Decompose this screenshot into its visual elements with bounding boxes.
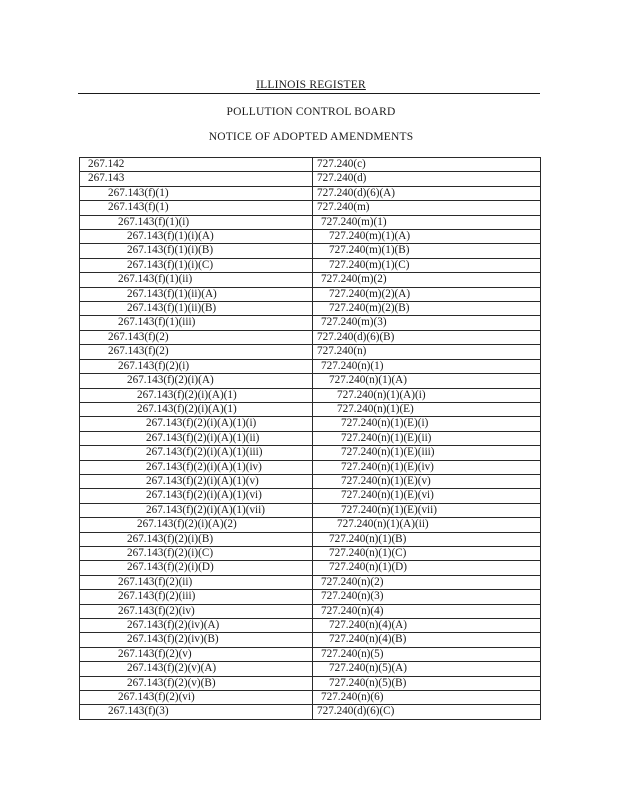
- table-row: [80, 474, 541, 488]
- table-row: [80, 258, 541, 272]
- usepa-section-cell: 727.240(n)(4)(A): [313, 619, 541, 633]
- table-row: [80, 503, 541, 517]
- table-row: [80, 374, 541, 388]
- pcb-section-cell: 267.143(f)(2)(iv): [80, 604, 313, 618]
- pcb-section-cell: 267.143(f)(1): [80, 186, 313, 200]
- usepa-section-cell: 727.240(n)(5)(A): [313, 662, 541, 676]
- pcb-section-cell: 267.143(f)(2)(i)(A)(1)(iv): [80, 460, 313, 474]
- table-row: [80, 201, 541, 215]
- pcb-section-cell: 267.143(f)(2)(i)(A)(2): [80, 518, 313, 532]
- pcb-section-cell: 267.143(f)(1)(ii)(A): [80, 287, 313, 301]
- pcb-section-cell: 267.143(f)(2)(iv)(A): [80, 619, 313, 633]
- usepa-section-cell: 727.240(n)(1): [313, 359, 541, 373]
- pcb-section-cell: 267.143(f)(2)(i): [80, 359, 313, 373]
- usepa-section-cell: 727.240(n): [313, 345, 541, 359]
- usepa-section-cell: 727.240(n)(1)(A)(ii): [313, 518, 541, 532]
- pcb-section-cell: 267.143(f)(2)(i)(A)(1): [80, 402, 313, 416]
- table-row: [80, 316, 541, 330]
- pcb-section-cell: 267.143(f)(2)(i)(A)(1)(vi): [80, 489, 313, 503]
- usepa-section-cell: 727.240(d): [313, 172, 541, 186]
- pcb-section-cell: 267.143(f)(2)(i)(A)(1)(v): [80, 474, 313, 488]
- usepa-section-cell: 727.240(n)(1)(A)(i): [313, 388, 541, 402]
- pcb-section-cell: 267.143(f)(2)(i)(A)(1)(ii): [80, 431, 313, 445]
- usepa-section-cell: 727.240(m)(1)(B): [313, 244, 541, 258]
- pcb-section-cell: 267.143(f)(1)(ii)(B): [80, 302, 313, 316]
- usepa-section-cell: 727.240(d)(6)(A): [313, 186, 541, 200]
- board-title: POLLUTION CONTROL BOARD: [226, 106, 396, 118]
- table-row: [80, 662, 541, 676]
- usepa-section-cell: 727.240(n)(4)(B): [313, 633, 541, 647]
- table-row: [80, 705, 541, 719]
- pcb-section-cell: 267.142: [80, 158, 313, 172]
- usepa-section-cell: 727.240(n)(4): [313, 604, 541, 618]
- usepa-section-cell: 727.240(m)(2)(A): [313, 287, 541, 301]
- table-row: [80, 402, 541, 416]
- table-row: [80, 561, 541, 575]
- usepa-section-cell: 727.240(n)(3): [313, 590, 541, 604]
- usepa-section-cell: 727.240(n)(2): [313, 575, 541, 589]
- table-row: [80, 518, 541, 532]
- cross-reference-table-body: [80, 158, 541, 720]
- pcb-section-cell: 267.143(f)(2)(i)(A)(1)(vii): [80, 503, 313, 517]
- usepa-section-cell: 727.240(c): [313, 158, 541, 172]
- pcb-section-cell: 267.143(f)(2)(i)(A): [80, 374, 313, 388]
- pcb-section-cell: 267.143(f)(1)(i)(A): [80, 230, 313, 244]
- table-row: [80, 172, 541, 186]
- usepa-section-cell: 727.240(n)(1)(E)(iv): [313, 460, 541, 474]
- table-row: [80, 359, 541, 373]
- pcb-section-cell: 267.143(f)(2): [80, 345, 313, 359]
- table-row: [80, 186, 541, 200]
- pcb-section-cell: 267.143(f)(2)(ii): [80, 575, 313, 589]
- table-row: [80, 388, 541, 402]
- pcb-section-cell: 267.143(f)(2)(i)(A)(1): [80, 388, 313, 402]
- pcb-section-cell: 267.143(f)(2)(i)(A)(1)(iii): [80, 446, 313, 460]
- cross-reference-table: [79, 157, 541, 720]
- table-row: [80, 590, 541, 604]
- pcb-section-cell: 267.143(f)(2)(v)(B): [80, 676, 313, 690]
- pcb-section-cell: 267.143(f)(3): [80, 705, 313, 719]
- table-row: [80, 647, 541, 661]
- usepa-section-cell: 727.240(m)(2): [313, 273, 541, 287]
- table-row: [80, 489, 541, 503]
- pcb-section-cell: 267.143(f)(1)(i): [80, 215, 313, 229]
- pcb-section-cell: 267.143(f)(2): [80, 330, 313, 344]
- table-row: [80, 417, 541, 431]
- usepa-section-cell: 727.240(n)(1)(E)(i): [313, 417, 541, 431]
- usepa-section-cell: 727.240(n)(1)(E)(iii): [313, 446, 541, 460]
- table-row: [80, 431, 541, 445]
- pcb-section-cell: 267.143(f)(2)(iv)(B): [80, 633, 313, 647]
- table-row: [80, 287, 541, 301]
- table-row: [80, 345, 541, 359]
- table-row: [80, 330, 541, 344]
- usepa-section-cell: 727.240(n)(5)(B): [313, 676, 541, 690]
- pcb-section-cell: 267.143(f)(1)(i)(B): [80, 244, 313, 258]
- table-row: [80, 446, 541, 460]
- table-row: [80, 244, 541, 258]
- usepa-section-cell: 727.240(n)(1)(E): [313, 402, 541, 416]
- usepa-section-cell: 727.240(n)(1)(C): [313, 546, 541, 560]
- table-row: [80, 230, 541, 244]
- usepa-section-cell: 727.240(d)(6)(B): [313, 330, 541, 344]
- register-title: ILLINOIS REGISTER: [256, 79, 366, 91]
- usepa-section-cell: 727.240(m)(1): [313, 215, 541, 229]
- table-row: [80, 633, 541, 647]
- pcb-section-cell: 267.143(f)(1)(ii): [80, 273, 313, 287]
- usepa-section-cell: 727.240(n)(1)(E)(vi): [313, 489, 541, 503]
- table-row: [80, 546, 541, 560]
- usepa-section-cell: 727.240(m): [313, 201, 541, 215]
- pcb-section-cell: 267.143(f)(2)(i)(A)(1)(i): [80, 417, 313, 431]
- usepa-section-cell: 727.240(n)(1)(A): [313, 374, 541, 388]
- usepa-section-cell: 727.240(n)(1)(D): [313, 561, 541, 575]
- usepa-section-cell: 727.240(n)(6): [313, 691, 541, 705]
- usepa-section-cell: 727.240(n)(1)(E)(ii): [313, 431, 541, 445]
- table-row: [80, 273, 541, 287]
- table-row: [80, 158, 541, 172]
- usepa-section-cell: 727.240(n)(1)(E)(v): [313, 474, 541, 488]
- pcb-section-cell: 267.143(f)(2)(v): [80, 647, 313, 661]
- usepa-section-cell: 727.240(m)(3): [313, 316, 541, 330]
- usepa-section-cell: 727.240(m)(2)(B): [313, 302, 541, 316]
- table-row: [80, 460, 541, 474]
- pcb-section-cell: 267.143(f)(2)(i)(B): [80, 532, 313, 546]
- pcb-section-cell: 267.143(f)(2)(i)(D): [80, 561, 313, 575]
- usepa-section-cell: 727.240(m)(1)(C): [313, 258, 541, 272]
- pcb-section-cell: 267.143(f)(2)(iii): [80, 590, 313, 604]
- pcb-section-cell: 267.143: [80, 172, 313, 186]
- table-row: [80, 691, 541, 705]
- table-row: [80, 604, 541, 618]
- pcb-section-cell: 267.143(f)(1)(iii): [80, 316, 313, 330]
- table-row: [80, 575, 541, 589]
- table-row: [80, 532, 541, 546]
- pcb-section-cell: 267.143(f)(1)(i)(C): [80, 258, 313, 272]
- notice-title: NOTICE OF ADOPTED AMENDMENTS: [208, 131, 414, 143]
- usepa-section-cell: 727.240(n)(5): [313, 647, 541, 661]
- usepa-section-cell: 727.240(n)(1)(B): [313, 532, 541, 546]
- table-row: [80, 215, 541, 229]
- table-row: [80, 619, 541, 633]
- usepa-section-cell: 727.240(n)(1)(E)(vii): [313, 503, 541, 517]
- usepa-section-cell: 727.240(m)(1)(A): [313, 230, 541, 244]
- table-row: [80, 302, 541, 316]
- pcb-section-cell: 267.143(f)(2)(v)(A): [80, 662, 313, 676]
- header-rule: [78, 93, 540, 94]
- pcb-section-cell: 267.143(f)(2)(vi): [80, 691, 313, 705]
- pcb-section-cell: 267.143(f)(1): [80, 201, 313, 215]
- pcb-section-cell: 267.143(f)(2)(i)(C): [80, 546, 313, 560]
- usepa-section-cell: 727.240(d)(6)(C): [313, 705, 541, 719]
- table-row: [80, 676, 541, 690]
